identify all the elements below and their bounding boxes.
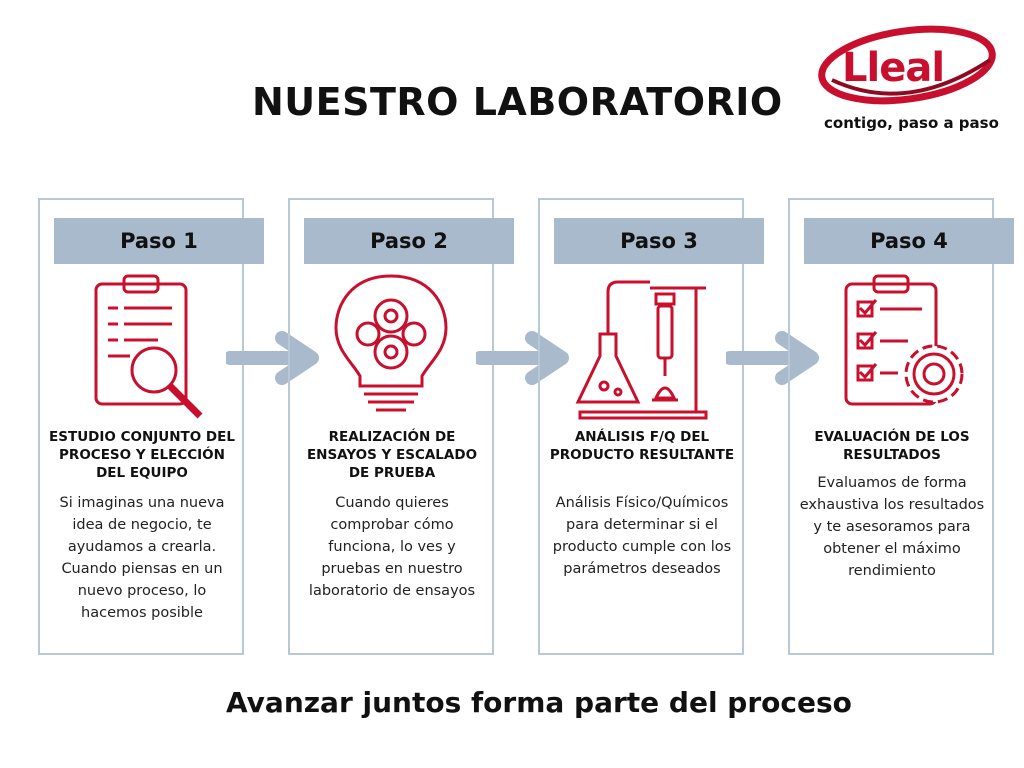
step-card-4: [788, 198, 994, 655]
step-label: Paso 4: [804, 218, 1014, 264]
step-heading: EVALUACIÓN DE LOS RESULTADOS: [814, 429, 970, 463]
step-card-1: [38, 198, 244, 655]
step-heading: ESTUDIO CONJUNTO DEL PROCESO Y ELECCIÓN DEL EQUIPO: [49, 429, 235, 481]
logo-tagline: contigo, paso a paso: [824, 114, 999, 132]
step-description: Cuando quieres comprobar cómo funciona, lo ves y pruebas en nuestro laboratorio de ensayos: [308, 495, 476, 599]
step-heading: ANÁLISIS F/Q DEL PRODUCTO RESULTANTE: [549, 429, 735, 463]
clipboard-magnifier-icon: [40, 272, 242, 420]
step-label: Paso 1: [54, 218, 264, 264]
step-card-2: [288, 198, 494, 655]
step-label: Paso 2: [304, 218, 514, 264]
lightbulb-gears-icon: [290, 272, 492, 420]
step-card-3: [538, 198, 744, 655]
lab-flask-icon: [540, 272, 742, 420]
step-description: Análisis Físico/Químicos para determinar si el producto cumple con los parámetros deseados: [552, 495, 732, 577]
step-label: Paso 3: [554, 218, 764, 264]
footer-slogan: Avanzar juntos forma parte del proceso: [226, 686, 852, 719]
checklist-gear-icon: [790, 272, 992, 420]
brand-logo: [812, 20, 1002, 135]
page-title: NUESTRO LABORATORIO: [252, 80, 783, 124]
logo-wordmark: Lleal: [842, 45, 945, 91]
step-description: Evaluamos de forma exhaustiva los resultados y te asesoramos para obtener el máximo rendimiento: [799, 475, 985, 579]
step-description: Si imaginas una nueva idea de negocio, te ayudamos a crearla. Cuando piensas en un nuevo proceso, lo hacemos posible: [59, 495, 225, 621]
step-heading: REALIZACIÓN DE ENSAYOS Y ESCALADO DE PRUEBA: [306, 429, 478, 481]
